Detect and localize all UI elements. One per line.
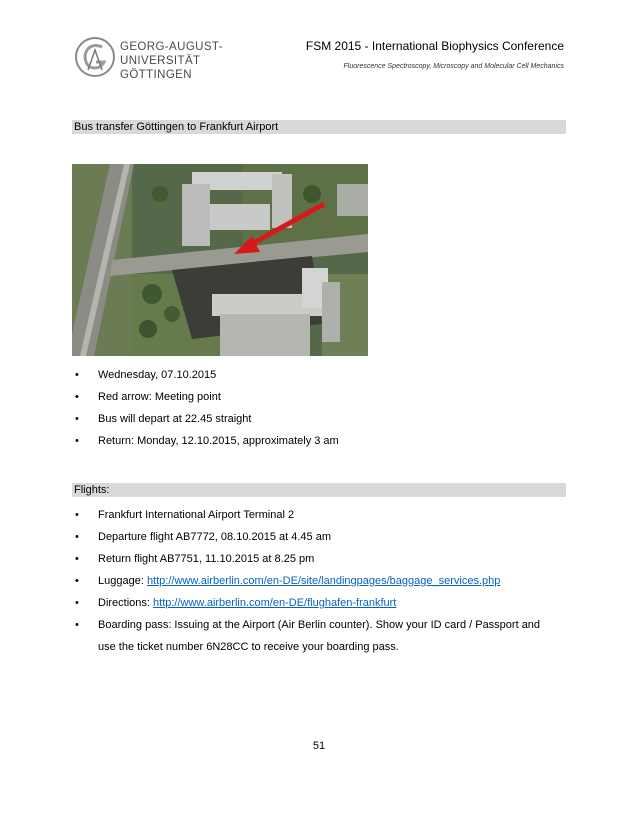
list-item: • Departure flight AB7772, 08.10.2015 at 4.45 am	[72, 531, 540, 543]
bus-details-list	[72, 369, 339, 447]
bus-section-heading: Bus transfer Göttingen to Frankfurt Airport	[72, 120, 566, 134]
luggage-label: Luggage:	[98, 575, 147, 587]
boarding-text-line-2: use the ticket number 6N28CC to receive your boarding pass.	[98, 641, 399, 653]
university-name: GEORG-AUGUST-UNIVERSITÄT GÖTTINGEN	[120, 41, 223, 81]
list-item: • Return: Monday, 12.10.2015, approximately 3 am	[72, 435, 339, 447]
university-logo	[74, 36, 274, 81]
directions-link[interactable]: http://www.airberlin.com/en-DE/flughafen-frankfurt	[153, 597, 397, 609]
list-item: • Return flight AB7751, 11.10.2015 at 8.25 pm	[72, 553, 540, 565]
flight-details-list	[72, 509, 540, 653]
list-item: • Wednesday, 07.10.2015	[72, 369, 339, 381]
list-item-boarding	[72, 619, 540, 653]
list-item: • Frankfurt International Airport Terminal 2	[72, 509, 540, 521]
boarding-text-line-1: • Boarding pass: Issuing at the Airport (Air Berlin counter). Show your ID card / Passport and	[98, 619, 541, 631]
conference-subtitle: Fluorescence Spectroscopy, Microscopy and Molecular Cell Mechanics	[343, 63, 564, 70]
page-number: 51	[312, 740, 326, 752]
directions-label: Directions:	[98, 597, 154, 609]
university-seal-icon	[74, 36, 116, 78]
luggage-link[interactable]: http://www.airberlin.com/en-DE/site/landingpages/baggage_services.php	[146, 575, 501, 587]
flights-section-heading: Flights:	[72, 483, 566, 497]
list-item-luggage	[72, 575, 540, 587]
list-item-directions	[72, 597, 540, 609]
aerial-map	[72, 164, 368, 356]
list-item: • Bus will depart at 22.45 straight	[72, 413, 339, 425]
list-item: • Red arrow: Meeting point	[72, 391, 339, 403]
conference-title: FSM 2015 - International Biophysics Conference	[305, 39, 564, 53]
aerial-map-image	[72, 164, 368, 356]
